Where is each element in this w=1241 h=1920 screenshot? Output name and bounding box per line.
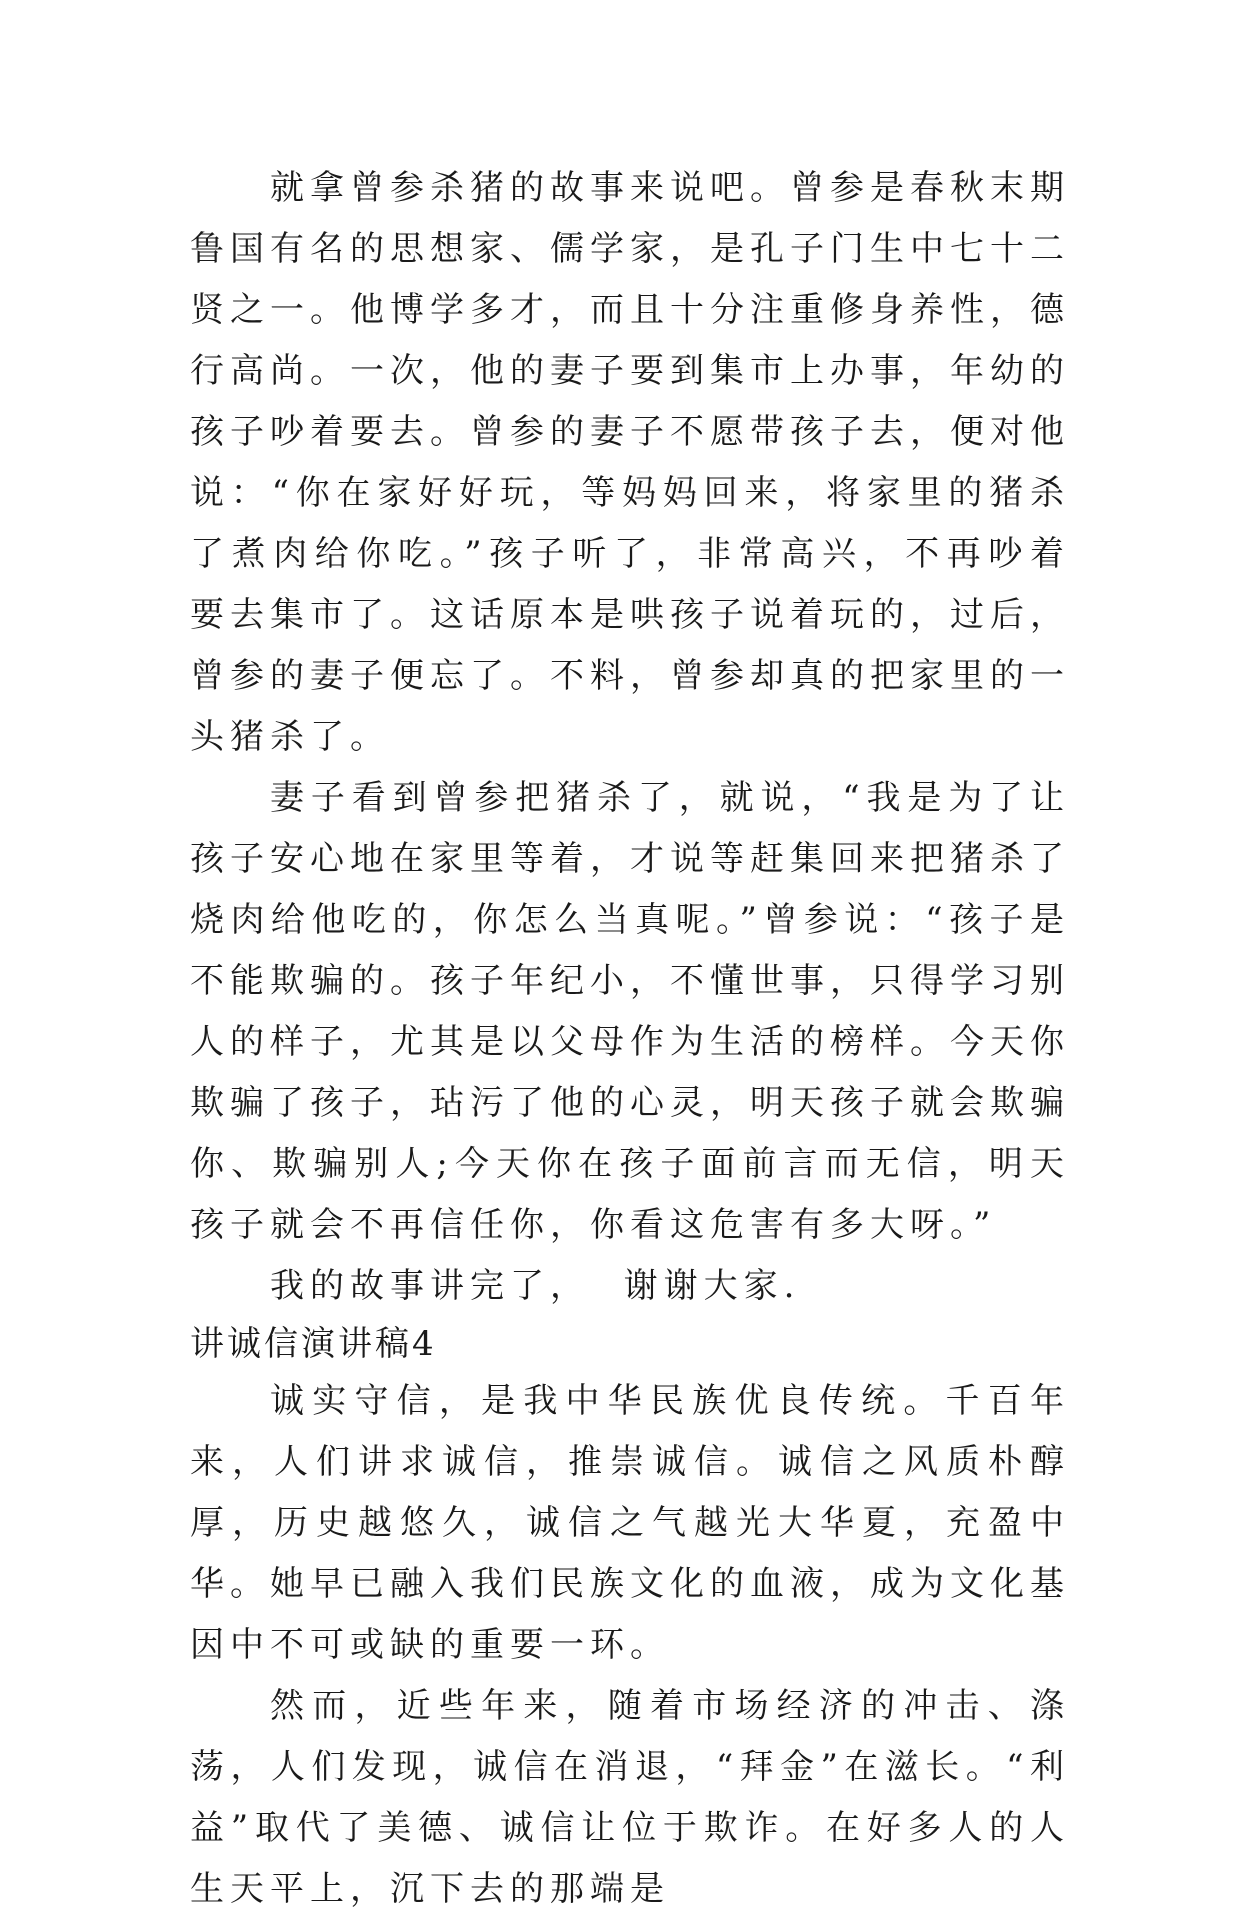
paragraph-wife-dialogue: 妻子看到曾参把猪杀了，就说，“我是为了让孩子安心地在家里等着，才说等赶集回来把猪杀了烧肉给他吃的，你怎么当真呢。”曾参说：“孩子是不能欺骗的。孩子年纪小，不懂世事，只得学习别人的样子，尤其是以父母作为生活的榜样。今天你欺骗了孩子，玷污了他的心灵，明天孩子就会欺骗你、欺骗别人;今天你在孩子面前言而无信，明天孩子就会不再信任你，你看这危害有多大呀。” <box>190 778 1070 1245</box>
closing-line: 我的故事讲完了， 谢谢大家. <box>270 1266 801 1306</box>
document-body <box>190 158 1070 1920</box>
paragraph-zengshen-story: 就拿曾参杀猪的故事来说吧。曾参是春秋末期鲁国有名的思想家、儒学家，是孔子门生中七十二贤之一。他博学多才，而且十分注重修身养性，德行高尚。一次，他的妻子要到集市上办事，年幼的孩子吵着要去。曾参的妻子不愿带孩子去，便对他说：“你在家好好玩，等妈妈回来，将家里的猪杀了煮肉给你吃。”孩子听了，非常高兴，不再吵着要去集市了。这话原本是哄孩子说着玩的，过后，曾参的妻子便忘了。不料，曾参却真的把家里的一头猪杀了。 <box>190 168 1070 757</box>
section-title: 讲诚信演讲稿4 <box>190 1324 437 1364</box>
paragraph-honesty-tradition: 诚实守信，是我中华民族优良传统。千百年来，人们讲求诚信，推崇诚信。诚信之风质朴醇厚，历史越悠久，诚信之气越光大华夏，充盈中华。她早已融入我们民族文化的血液，成为文化基因中不可或缺的重要一环。 <box>190 1381 1070 1665</box>
paragraph-honesty-decline: 然而，近些年来，随着市场经济的冲击、涤荡，人们发现，诚信在消退，“拜金”在滋长。“利益”取代了美德、诚信让位于欺诈。在好多人的人生天平上，沉下去的那端是 <box>190 1686 1070 1909</box>
